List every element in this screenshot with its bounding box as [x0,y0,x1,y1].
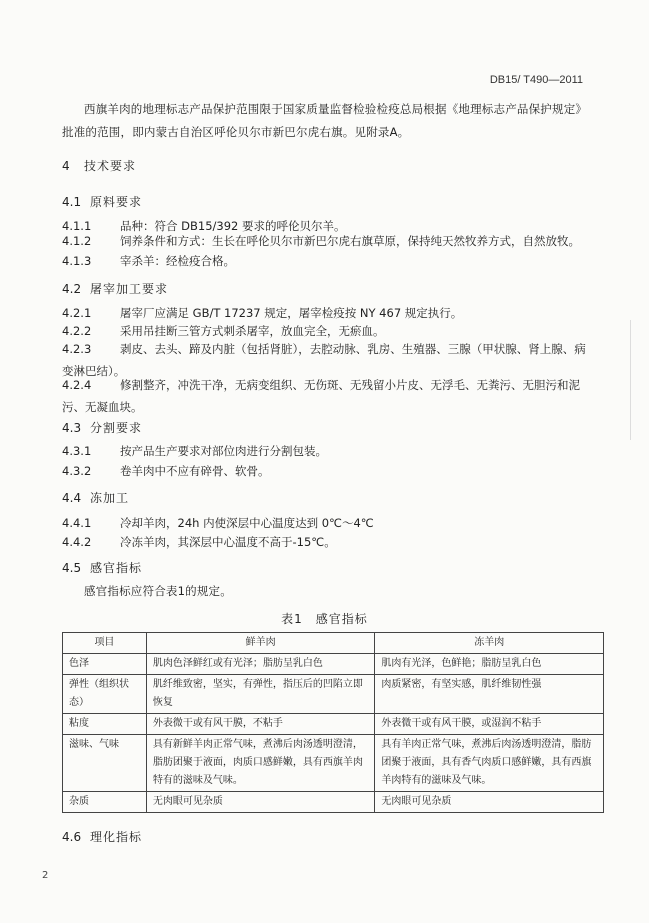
table-row [63,675,604,714]
clause-number: 4.1.3 [62,254,92,268]
table-cell: 外表微干或有风干膜，不粘手 [146,714,375,735]
table-row [63,714,604,735]
table-cell: 肉质紧密，有坚实感，肌纤维韧性强 [375,675,604,714]
page-number: 2 [42,870,49,881]
section-number: 4.5 [62,561,82,575]
table-cell: 粘度 [63,714,147,735]
section-4-5-heading [62,559,142,576]
section-4-3-heading [62,419,142,436]
clause-number: 4.2.3 [62,342,92,356]
section-title: 冻加工 [90,491,130,505]
clause-text: 按产品生产要求对部位肉进行分割包装。 [120,444,327,458]
clause-4-1-3 [62,250,602,272]
table-header-cell: 鲜羊肉 [146,633,375,654]
section-number: 4 [62,159,70,173]
clause-4-2-4 [62,374,597,418]
table-cell: 具有羊肉正常气味，煮沸后肉汤透明澄清，脂肪团聚于液面，具有香气肉质口感鲜嫩，具有西旗羊肉特有的滋味及气味。 [375,735,604,792]
section-4-2-heading [62,280,168,297]
table-cell: 无肉眼可见杂质 [375,792,604,813]
clause-text: 修割整齐，冲洗干净，无病变组织、无伤斑、无残留小片皮、无浮毛、无粪污、无胆污和泥污、无凝血块。 [62,378,580,414]
table-cell: 杂质 [63,792,147,813]
clause-number: 4.4.2 [62,535,92,549]
clause-text: 冷却羊肉，24h 内使深层中心温度达到 0℃～4℃ [120,516,374,530]
clause-text: 采用吊挂断三管方式刺杀屠宰，放血完全，无瘀血。 [120,324,385,338]
table-row [63,654,604,675]
section-4-4-heading [62,489,129,506]
section-title: 技术要求 [84,159,137,173]
document-code: DB15/ T490—2011 [489,74,583,86]
clause-4-3-1 [62,440,602,462]
sensory-intro: 感官指标应符合表1的规定。 [84,584,232,598]
table-caption: 表1 感官指标 [281,612,368,626]
clause-number: 4.2.1 [62,306,92,320]
section-title: 分割要求 [90,421,143,435]
clause-4-4-2 [62,531,602,553]
table-cell: 弹性（组织状态） [63,675,147,714]
table-cell: 色泽 [63,654,147,675]
section-title: 原料要求 [90,195,143,209]
clause-number: 4.1.2 [62,234,92,248]
section-title: 理化指标 [90,830,143,844]
clause-text: 剥皮、去头、蹄及内脏（包括肾脏），去腔动脉、乳房、生殖器、三腺（甲状腺、肾上腺、病变淋巴结）。 [62,342,586,378]
clause-text: 宰杀羊：经检疫合格。 [120,254,235,268]
section-number: 4.6 [62,830,82,844]
section-number: 4.3 [62,421,82,435]
section-number: 4.4 [62,491,82,505]
clause-number: 4.2.4 [62,378,92,392]
table-cell: 肌肉有光泽，色鲜艳；脂肪呈乳白色 [375,654,604,675]
section-4-heading [62,157,136,174]
clause-text: 饲养条件和方式：生长在呼伦贝尔市新巴尔虎右旗草原，保持纯天然牧养方式，自然放牧。 [120,234,580,248]
section-title: 屠宰加工要求 [90,282,169,296]
clause-4-3-2 [62,460,602,482]
table-cell: 滋味、气味 [63,735,147,792]
clause-text: 卷羊肉中不应有碎骨、软骨。 [120,464,270,478]
clause-text: 屠宰厂应满足 GB/T 17237 规定，屠宰检疫按 NY 467 规定执行。 [120,306,463,320]
clause-text: 冷冻羊肉，其深层中心温度不高于-15℃。 [120,535,336,549]
table-cell: 外表微干或有风干膜，或湿润不粘手 [375,714,604,735]
table-cell: 肌肉色泽鲜红或有光泽；脂肪呈乳白色 [146,654,375,675]
table-cell: 无肉眼可见杂质 [146,792,375,813]
scan-artifact-line [630,320,631,440]
clause-number: 4.4.1 [62,516,92,530]
table-cell: 肌纤维致密，坚实，有弹性，指压后的凹陷立即恢复 [146,675,375,714]
table-row [63,792,604,813]
section-number: 4.2 [62,282,82,296]
intro-paragraph: 西旗羊肉的地理标志产品保护范围限于国家质量监督检验检疫总局根据《地理标志产品保护规定》批准的范围，即内蒙古自治区呼伦贝尔市新巴尔虎右旗。见附录A。 [62,102,588,139]
clause-number: 4.2.2 [62,324,92,338]
table-header-cell: 冻羊肉 [375,633,604,654]
section-title: 感官指标 [90,561,143,575]
section-4-1-heading [62,193,142,210]
clause-number: 4.3.2 [62,464,92,478]
clause-number: 4.1.1 [62,219,92,233]
table-cell: 具有新鲜羊肉正常气味，煮沸后肉汤透明澄清，脂肪团聚于液面，肉质口感鲜嫩，具有西旗羊肉特有的滋味及气味。 [146,735,375,792]
sensory-table [62,632,604,813]
clause-number: 4.3.1 [62,444,92,458]
clause-4-1-2 [62,230,602,252]
table-header-row [63,633,604,654]
clause-text: 品种：符合 DB15/392 要求的呼伦贝尔羊。 [120,219,346,233]
section-4-6-heading [62,828,142,845]
table-header-cell: 项目 [63,633,147,654]
section-number: 4.1 [62,195,82,209]
table-row [63,735,604,792]
